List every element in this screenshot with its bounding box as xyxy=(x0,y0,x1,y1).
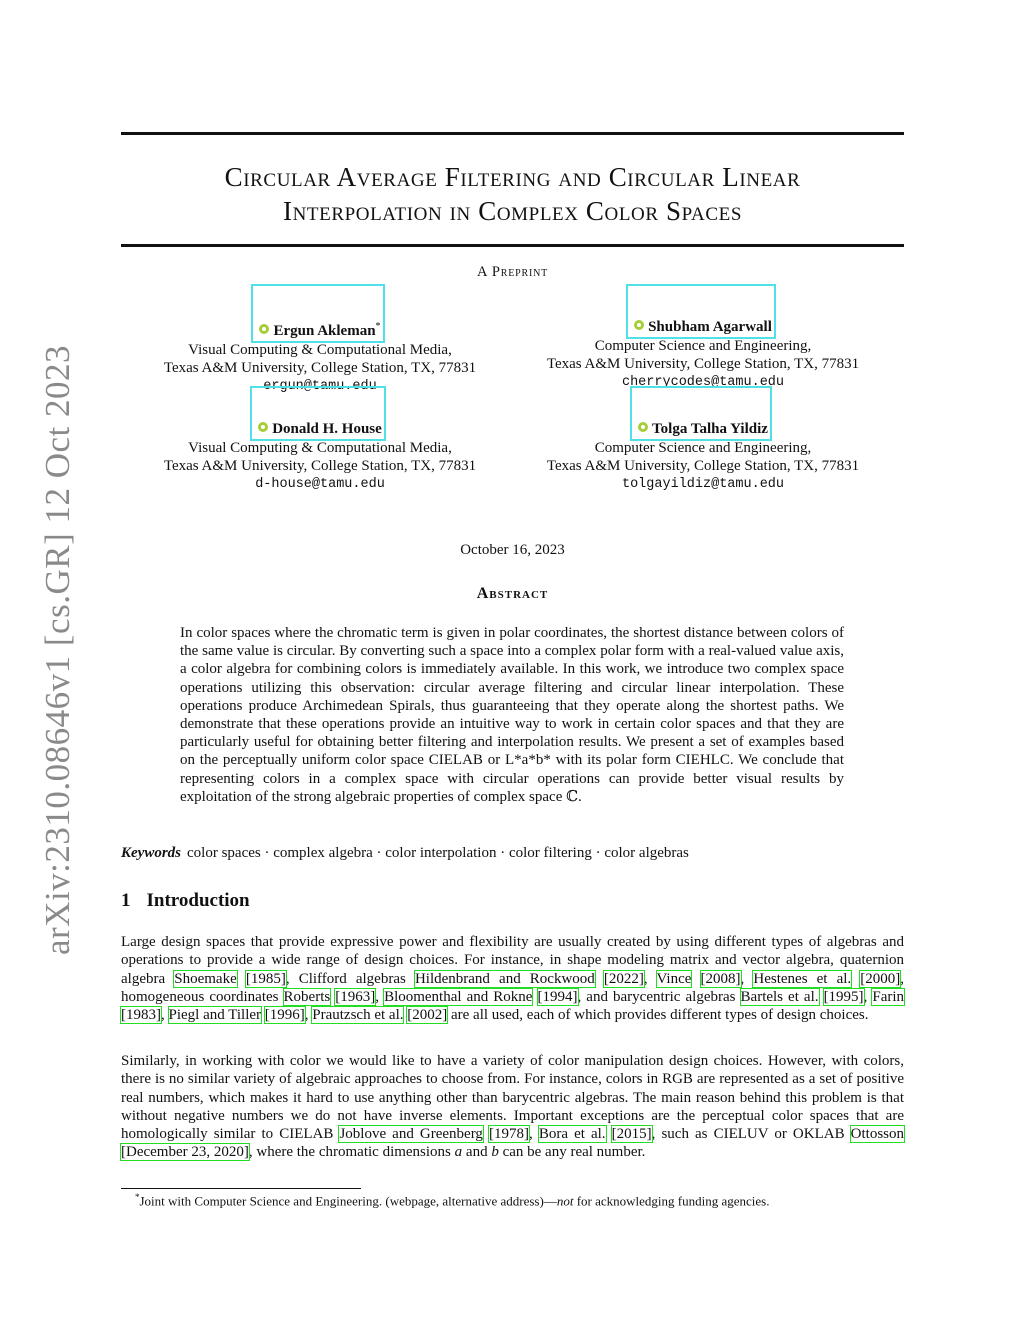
section-heading-introduction xyxy=(121,890,250,912)
paragraph-text: , Clifford algebras xyxy=(285,970,415,987)
citation-author-link[interactable]: Bloomenthal and Rokne xyxy=(384,988,533,1005)
paragraph-text xyxy=(606,1126,612,1142)
paragraph-text xyxy=(595,971,604,987)
author-name: Donald H. House xyxy=(272,421,382,437)
intro-paragraph-1 xyxy=(121,933,904,1024)
citation-author-link[interactable]: Prautzsch et al. xyxy=(312,1007,404,1024)
paper-title xyxy=(121,160,904,228)
citation-author-link[interactable]: Bora et al. xyxy=(538,1126,606,1143)
author-affiliation: Computer Science and Engineering, xyxy=(594,337,812,354)
citation-year-link[interactable]: [1994] xyxy=(537,988,578,1005)
paragraph-text xyxy=(851,971,860,987)
author-institution: Texas A&M University, College Station, TX, 77831 xyxy=(163,360,477,376)
footnote-text-end: for acknowledging funding agencies. xyxy=(573,1193,770,1209)
author-institution: Texas A&M University, College Station, TX, 77831 xyxy=(163,458,477,474)
keywords-line xyxy=(121,845,904,862)
title-top-rule xyxy=(121,132,904,135)
citation-author-link[interactable]: Piegl and Tiller xyxy=(168,1007,262,1024)
citation-year-link[interactable]: [2022] xyxy=(603,970,644,987)
title-line-2: Interpolation in Complex Color Spaces xyxy=(283,196,742,226)
citation-year-link[interactable]: [1963] xyxy=(335,988,376,1005)
author-name-link[interactable] xyxy=(638,420,768,439)
paragraph-text xyxy=(237,971,246,987)
abstract-heading: Abstract xyxy=(476,585,549,602)
citation-year-link[interactable]: [December 23, 2020] xyxy=(121,1144,249,1161)
orcid-icon[interactable] xyxy=(638,422,648,432)
footnote-emphasis: not xyxy=(556,1193,574,1209)
citation-year-link[interactable]: [2002] xyxy=(407,1007,448,1024)
citation-year-link[interactable]: [2000] xyxy=(860,970,901,987)
section-number: 1 xyxy=(121,890,131,911)
author-institution: Texas A&M University, College Station, TX, 77831 xyxy=(546,356,860,372)
citation-author-link[interactable]: Hestenes et al. xyxy=(753,970,852,987)
paragraph-text: , xyxy=(161,1007,169,1024)
footnote xyxy=(135,1192,769,1209)
paragraph-text: and xyxy=(462,1144,492,1161)
citation-author-link[interactable]: Farin xyxy=(872,988,905,1005)
paragraph-text: , xyxy=(375,988,385,1005)
citation-author-link[interactable]: Ottosson xyxy=(850,1126,905,1143)
abstract-text: In color spaces where the chromatic term is given in polar coordinates, the shortest distance between colors of the same value is circular. By converting such a space into a complex polar form with a real-valued value axis, a color algebra for combining colors is immediately available. In this work, we introduce two complex space operations utilizing this observation: circular average filtering and circular linear interpolation. These operations produce Archimedean Spirals, thus guaranteeing that they operate along the shortest paths. We demonstrate that these operations provide an intuitive way to work in certain color spaces and that they are particularly useful for obtaining better filtering and interpolation results. We present a set of examples based on the perceptually uniform color space CIELAB or L*a*b* with its polar form CIEHLC. We conclude that representing colors in a complex space with circular operations can provide better visual results by exploitation of the strong algebraic properties of complex space ℂ. xyxy=(180,625,844,805)
footnote-rule xyxy=(121,1188,361,1189)
author-email[interactable]: tolgayildiz@tamu.edu xyxy=(621,476,785,492)
author-link-box xyxy=(251,284,384,343)
author-affiliation: Visual Computing & Computational Media, xyxy=(188,439,452,456)
author-affiliation: Visual Computing & Computational Media, xyxy=(188,341,452,358)
paragraph-text: Large design spaces that provide expressive power and flexibility are usually created by using different types of algebras and operations to provide a wide range of design choices. For instance, in shape modeling matrix and vector algebra, quaternion algebra xyxy=(121,934,904,987)
paragraph-text xyxy=(532,989,537,1005)
footnote-mark: * xyxy=(375,321,381,332)
title-line-1: Circular Average Filtering and Circular Linear xyxy=(224,162,801,192)
author-block-2 xyxy=(513,318,893,392)
paragraph-text xyxy=(691,971,700,987)
paragraph-text: Similarly, in working with color we would like to have a variety of color manipulation design choices. However, with colors, there is no similar variety of algebraic approaches to choose from. For instance, colors in RGB are represented as a set of positive real numbers, which makes it hard to use anything other than barycentric algebras. The main reason behind this problem is that without negative numbers we do not have inverse elements. Important exceptions are the perceptual color spaces that are homologically similar to CIELAB xyxy=(121,1053,904,1143)
author-name-link[interactable] xyxy=(258,420,382,439)
publication-date: October 16, 2023 xyxy=(460,542,565,558)
author-block-4 xyxy=(513,420,893,494)
paragraph-text: , such as CIELUV or OKLAB xyxy=(651,1126,851,1143)
section-title: Introduction xyxy=(146,890,250,911)
paragraph-text: , and barycentric algebras xyxy=(577,988,741,1005)
paragraph-text xyxy=(819,989,824,1005)
citation-year-link[interactable]: [1995] xyxy=(823,988,864,1005)
math-variable-a: a xyxy=(454,1144,463,1161)
paragraph-text: , homogeneous coordinates xyxy=(121,970,905,1005)
citation-author-link[interactable]: Roberts xyxy=(283,988,331,1005)
author-institution: Texas A&M University, College Station, TX, 77831 xyxy=(546,458,860,474)
title-bottom-rule xyxy=(121,244,904,247)
preprint-label: A Preprint xyxy=(476,264,549,280)
author-email[interactable]: cherrycodes@tamu.edu xyxy=(621,374,785,390)
author-name: Shubham Agarwall xyxy=(648,319,772,335)
author-link-box xyxy=(630,386,772,441)
author-name-link[interactable] xyxy=(634,318,772,337)
citation-year-link[interactable]: [2015] xyxy=(611,1126,652,1143)
paragraph-text: , where the chromatic dimensions xyxy=(248,1144,455,1161)
paragraph-text: , xyxy=(740,970,754,987)
author-email[interactable]: ergun@tamu.edu xyxy=(263,378,377,394)
author-block-1 xyxy=(130,318,510,396)
footnote-text: Joint with Computer Science and Engineering. (webpage, alternative address)— xyxy=(139,1193,557,1209)
paragraph-text: , xyxy=(863,988,873,1005)
citation-author-link[interactable]: Bartels et al. xyxy=(740,988,819,1005)
paragraph-text: , xyxy=(304,1007,313,1024)
author-name: Ergun Akleman xyxy=(273,323,376,339)
math-variable-b: b xyxy=(491,1144,499,1161)
citation-year-link[interactable]: [1978] xyxy=(489,1126,530,1143)
keywords-list: color spaces · complex algebra · color interpolation · color filtering · color algebras xyxy=(187,845,689,861)
arxiv-identifier-stamp: arXiv:2310.08646v1 [cs.GR] 12 Oct 2023 xyxy=(38,344,77,956)
paragraph-text: are all used, each of which provides different types of design choices. xyxy=(447,1007,869,1024)
author-name-link[interactable] xyxy=(259,318,380,341)
citation-author-link[interactable]: Vince xyxy=(656,970,692,987)
paragraph-text: , xyxy=(529,1126,539,1143)
author-name: Tolga Talha Yildiz xyxy=(652,421,768,437)
intro-paragraph-2 xyxy=(121,1052,904,1162)
author-link-box xyxy=(250,386,386,441)
citation-author-link[interactable]: Shoemake xyxy=(174,970,237,987)
citation-author-link[interactable]: Joblove and Greenberg xyxy=(339,1126,483,1143)
paragraph-text: can be any real number. xyxy=(498,1144,646,1161)
author-block-3 xyxy=(130,420,510,494)
citation-year-link[interactable]: [1996] xyxy=(264,1007,305,1024)
citation-year-link[interactable]: [1983] xyxy=(121,1007,161,1024)
keywords-label: Keywords xyxy=(121,845,181,861)
citation-author-link[interactable]: Hildenbrand and Rockwood xyxy=(414,970,595,987)
citation-year-link[interactable]: [2008] xyxy=(700,970,741,987)
citation-year-link[interactable]: [1985] xyxy=(245,970,286,987)
author-affiliation: Computer Science and Engineering, xyxy=(594,439,812,456)
author-email[interactable]: d-house@tamu.edu xyxy=(255,476,385,492)
paragraph-text: , xyxy=(643,970,657,987)
author-link-box xyxy=(626,284,776,339)
footnote-mark: * xyxy=(135,1192,140,1202)
